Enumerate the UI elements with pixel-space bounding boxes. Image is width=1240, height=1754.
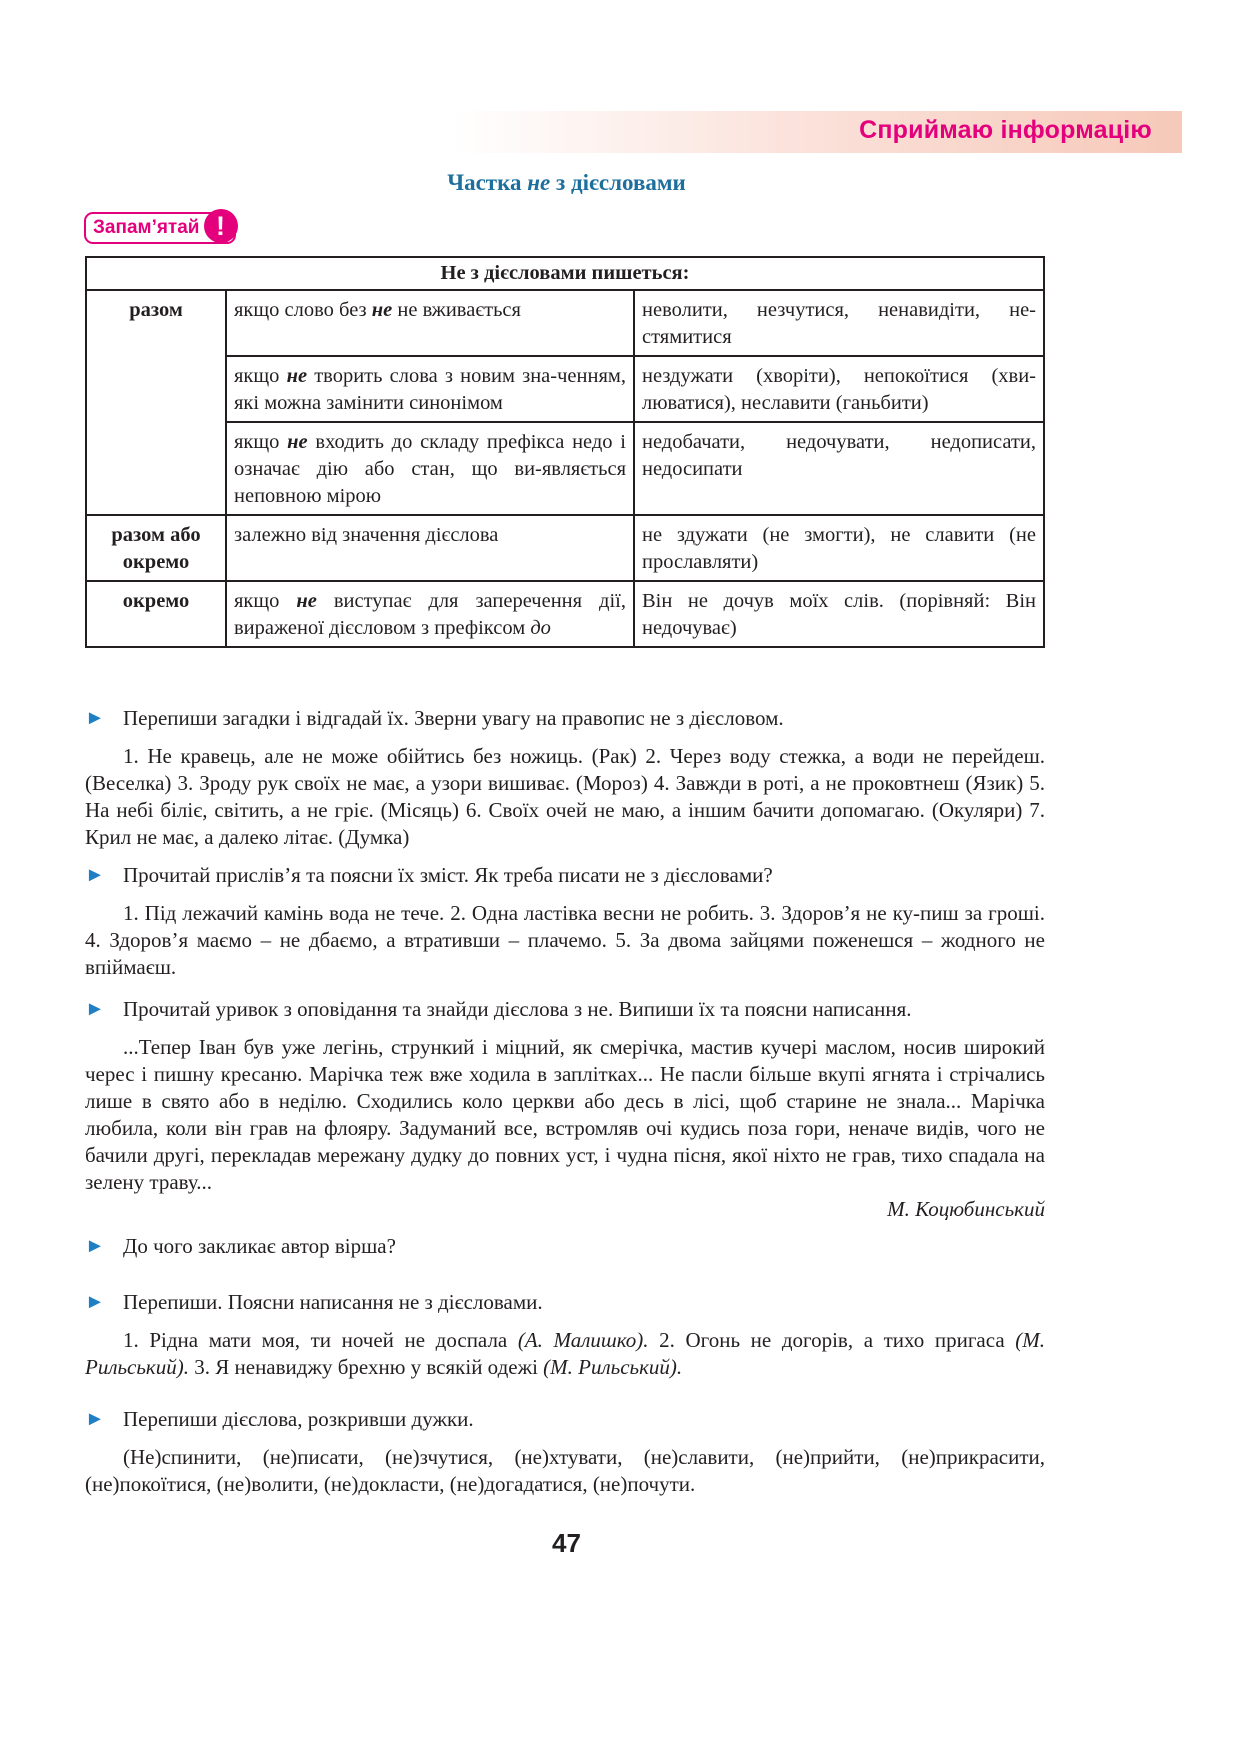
- condition-cell: [226, 356, 634, 422]
- particle-ne: не: [286, 365, 308, 387]
- table-heading: Не з дієсловами пишеться:: [86, 257, 1044, 290]
- triangle-bullet-icon: ►: [85, 707, 105, 729]
- condition-text: входить до складу префікса недо і означає дію або стан, що ви-являється неповною мірою: [234, 431, 626, 507]
- quote-text: 1. Рідна мати моя, ти ночей не доспала: [123, 1328, 518, 1352]
- quote-author: (А. Малишко).: [517, 1328, 649, 1352]
- task-instruction: [85, 1406, 1045, 1433]
- triangle-bullet-icon: ►: [85, 1235, 105, 1257]
- table-header-row: [86, 257, 1044, 290]
- triangle-bullet-icon: ►: [85, 864, 105, 886]
- triangle-bullet-icon: ►: [85, 1408, 105, 1430]
- category-cell: окремо: [86, 581, 226, 647]
- task-instruction: [85, 705, 1045, 732]
- exercise-3: [85, 996, 1045, 1223]
- exclamation-icon: !: [204, 209, 238, 243]
- quote-text: 3. Я ненавиджу брехню у всякій одежі: [189, 1355, 544, 1379]
- condition-cell: [226, 581, 634, 647]
- examples-cell: Він не дочув моїх слів. (порівняй: Він недочуває): [634, 581, 1044, 647]
- page-number: 47: [552, 1528, 581, 1558]
- rules-table: [85, 256, 1045, 648]
- task-instruction-text: Прочитай уривок з оповідання та знайди дієслова з не. Випиши їх та поясни написання.: [123, 997, 912, 1021]
- table-row: [86, 581, 1044, 647]
- remember-badge-label: Запам’ятай: [93, 217, 200, 238]
- task-instruction-text: До чого закликає автор вірша?: [123, 1234, 396, 1258]
- particle-ne: не: [296, 590, 317, 612]
- triangle-bullet-icon: ►: [85, 998, 105, 1020]
- category-cell: разом: [86, 290, 226, 515]
- exercise-2: [85, 862, 1045, 981]
- task-instruction-text: Перепиши дієслова, розкривши дужки.: [123, 1407, 474, 1431]
- prefix-do: до: [530, 617, 551, 639]
- category-cell: разом або окремо: [86, 515, 226, 581]
- task-instruction-text: Перепиши. Поясни написання не з дієсловами.: [123, 1290, 543, 1314]
- quote-author: (М. Рильський).: [543, 1355, 683, 1379]
- excerpt-author: М. Коцюбинський: [887, 1197, 1045, 1221]
- triangle-bullet-icon: ►: [85, 1291, 105, 1313]
- examples-cell: недобачати, недочувати, недописати, недосипати: [634, 422, 1044, 515]
- task-instruction: [85, 862, 1045, 889]
- task-instruction: [85, 1289, 1045, 1316]
- task-instruction: [85, 1233, 1045, 1260]
- table-row: [86, 515, 1044, 581]
- condition-text: якщо: [234, 365, 287, 387]
- examples-cell: не здужати (не змогти), не славити (не прославляти): [634, 515, 1044, 581]
- condition-text: якщо: [234, 590, 297, 612]
- condition-cell: [226, 422, 634, 515]
- exercise-text: 1. Під лежачий камінь вода не тече. 2. Одна ластівка весни не робить. 3. Здоров’я не ку-пиш за гроші. 4. Здоров’я маємо – не дбаємо, а втративши – плачемо. 5. За двома зайцями поженешся – жодного не впіймаєш.: [85, 901, 1045, 979]
- exercise-4: [85, 1233, 1045, 1260]
- task-instruction-text: Перепиши загадки і відгадай їх. Зверни увагу на правопис не з дієсловом.: [123, 706, 784, 730]
- remember-badge: [84, 212, 236, 244]
- condition-text: творить слова з новим зна-ченням, які можна замінити синонімом: [234, 365, 626, 414]
- condition-text: якщо слово без: [234, 299, 372, 321]
- task-instruction: [85, 996, 1045, 1023]
- examples-cell: неволити, незчутися, ненавидіти, не-стямитися: [634, 290, 1044, 356]
- condition-text: не вживається: [392, 299, 521, 321]
- exercise-text: 1. Не кравець, але не може обійтись без ножиць. (Рак) 2. Через воду стежка, а води не перейдеш. (Веселка) 3. Зроду рук своїх не має, а узори вишиває. (Мороз) 4. Завжди в роті, а не проковтнеш (Язик) 5. На небі біліє, світить, а не гріє. (Місяць) 6. Своїх очей не маю, а іншим бачити допомагаю. (Окуляри) 7. Крил не має, а далеко літає. (Думка): [85, 744, 1045, 849]
- topic-title: [0, 170, 1133, 196]
- table-row: [86, 422, 1044, 515]
- exercise-5: [85, 1289, 1045, 1381]
- quote-author: (М. Рильський).: [85, 1328, 1046, 1379]
- table-row: [86, 290, 1044, 356]
- condition-text: якщо: [234, 431, 288, 453]
- topic-title-particle: не: [527, 170, 551, 195]
- condition-cell: [226, 290, 634, 356]
- particle-ne: не: [371, 299, 393, 321]
- particle-ne: не: [287, 431, 308, 453]
- condition-cell: залежно від значення дієслова: [226, 515, 634, 581]
- topic-title-part: Частка: [447, 170, 528, 195]
- exercise-text: (Не)спинити, (не)писати, (не)зчутися, (не)хтувати, (не)славити, (не)прийти, (не)прикрасити, (не)покоїтися, (не)волити, (не)докласти, (не)догадатися, (не)почути.: [85, 1445, 1045, 1496]
- task-instruction-text: Прочитай прислів’я та поясни їх зміст. Як треба писати не з дієсловами?: [123, 863, 773, 887]
- quote-text: 2. Огонь не догорів, а тихо пригаса: [648, 1328, 1016, 1352]
- section-header-band: [452, 111, 1182, 153]
- condition-text: виступає для заперечення дії, вираженої дієсловом з префіксом: [234, 590, 626, 639]
- exercise-6: [85, 1406, 1045, 1498]
- excerpt-text: ...Тепер Іван був уже легінь, стрункий і міцний, як смерічка, мастив кучері маслом, носив широкий черес і пишну кресаню. Марічка теж вже ходила в заплітках... Не пасли більше вкупі ягнята і стрічались лише в свято або в неділю. Сходились коло церкви або десь в лісі, щоб старине не знала... Марічка любила, коли він грав на флояру. Задуманий все, встромляв очі кудись поза гори, неначе видів, чого не бачили другі, перекладав мережану дудку до повних уст, і чудна пісня, якої ніхто не грав, тихо спадала на зелену траву...: [85, 1035, 1045, 1194]
- table-row: [86, 356, 1044, 422]
- section-header-title: Сприймаю інформацію: [859, 116, 1152, 144]
- examples-cell: нездужати (хворіти), непокоїтися (хви-люватися), неславити (ганьбити): [634, 356, 1044, 422]
- exercise-1: [85, 705, 1045, 851]
- exercise-text: [85, 1327, 1045, 1381]
- topic-title-part: з дієсловами: [550, 170, 686, 195]
